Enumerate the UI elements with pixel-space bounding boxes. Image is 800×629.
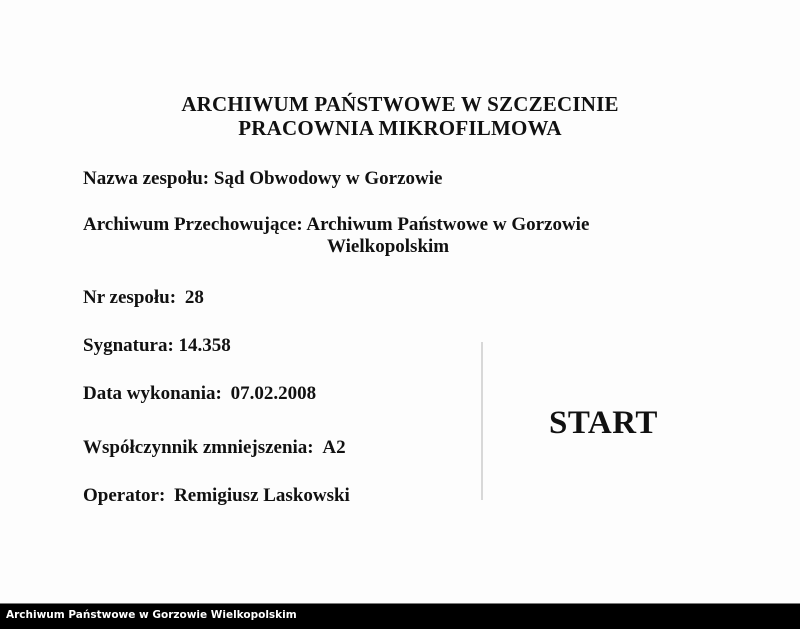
- field-label: Archiwum Przechowujące:: [83, 214, 303, 235]
- field-label: Nr zespołu:: [83, 287, 177, 308]
- field-label: Współczynnik zmniejszenia:: [83, 437, 314, 458]
- field-value: Sąd Obwodowy w Gorzowie: [213, 168, 443, 189]
- start-marker: START: [549, 405, 658, 441]
- field-archiwum-przechowujace-continuation: Wielkopolskim: [327, 236, 450, 257]
- field-nazwa-zespolu: [83, 168, 442, 190]
- field-wspolczynnik-zmniejszenia: [83, 437, 346, 459]
- field-label: Nazwa zespołu:: [83, 168, 210, 189]
- field-archiwum-przechowujace: [83, 214, 589, 236]
- header-archive-name: ARCHIWUM PAŃSTWOWE W SZCZECINIE: [181, 92, 619, 116]
- field-value: Remigiusz Laskowski: [174, 485, 350, 506]
- field-value: 07.02.2008: [230, 383, 317, 404]
- field-data-wykonania: [83, 383, 316, 405]
- field-operator: [83, 485, 350, 507]
- field-value: 14.358: [178, 335, 231, 356]
- field-sygnatura: [83, 335, 231, 357]
- footer-caption-bar: [0, 603, 800, 629]
- field-value: Archiwum Państwowe w Gorzowie: [306, 214, 590, 235]
- field-label: Operator:: [83, 485, 166, 506]
- field-nr-zespolu: [83, 287, 204, 309]
- field-label: Sygnatura:: [83, 335, 174, 356]
- field-label: Data wykonania:: [83, 383, 222, 404]
- field-value: 28: [184, 287, 204, 308]
- scan-fold-line: [481, 342, 483, 500]
- field-value: A2: [322, 437, 346, 458]
- header-workshop-name: PRACOWNIA MIKROFILMOWA: [238, 116, 562, 140]
- footer-caption: Archiwum Państwowe w Gorzowie Wielkopolskim: [6, 609, 297, 621]
